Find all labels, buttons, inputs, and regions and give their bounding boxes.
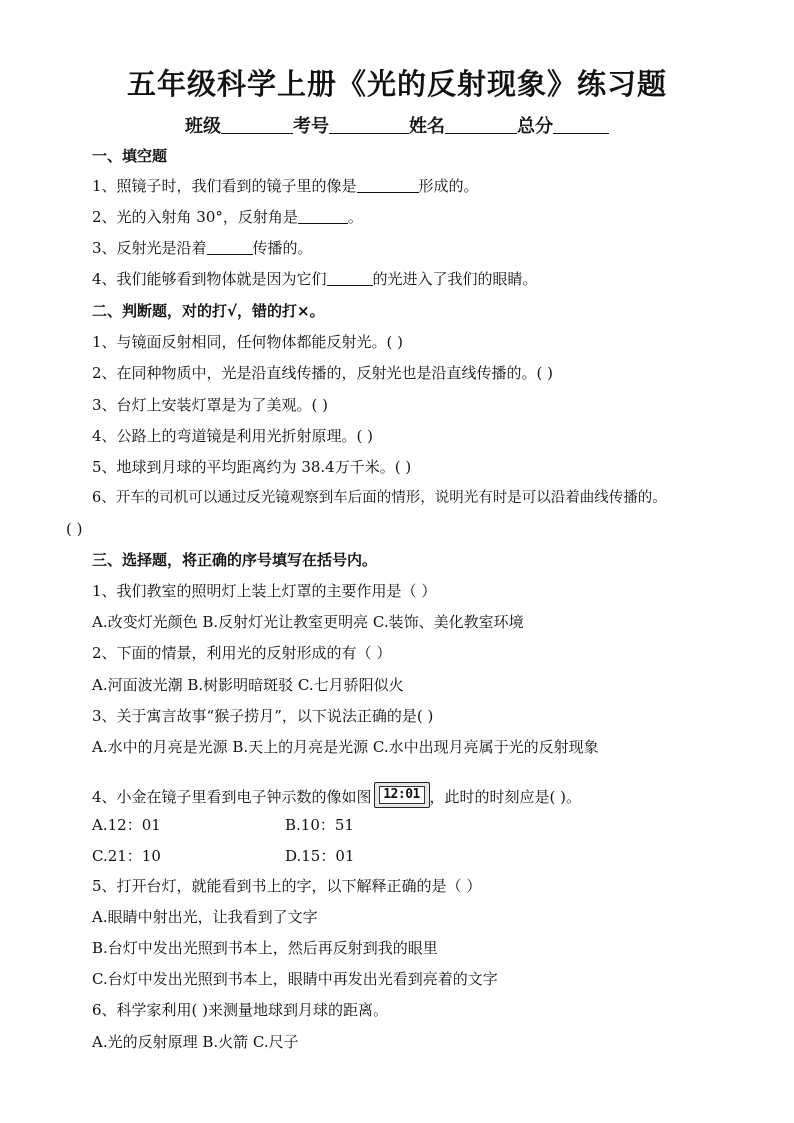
choice-q4-text: 4、小金在镜子里看到电子钟示数的像如图 (92, 788, 372, 806)
fill-q1-text: 1、照镜子时，我们看到的镜子里的像是 (92, 177, 357, 195)
judge-question-6-bracket: ( ) (66, 520, 83, 538)
fill-question-4 (92, 269, 538, 289)
choice-q5-option-c: C.台灯中发出光照到书本上，眼睛中再发出光看到亮着的文字 (92, 970, 498, 988)
fill-q3-tail: 传播的。 (252, 239, 313, 257)
choice-question-4 (92, 782, 581, 808)
choice-question-1: 1、我们教室的照明灯上装上灯罩的主要作用是（ ） (92, 582, 437, 600)
choice-q5-option-a: A.眼睛中射出光，让我看到了文字 (92, 908, 318, 926)
judge-question-6: 6、开车的司机可以通过反光镜观察到车后面的情形，说明光有时是可以沿着曲线传播的。 (92, 490, 667, 506)
name-blank[interactable] (445, 115, 517, 134)
choice-q5-option-b: B.台灯中发出光照到书本上，然后再反射到我的眼里 (92, 939, 438, 957)
class-blank[interactable] (221, 115, 293, 134)
choice-question-6: 6、科学家利用( )来测量地球到月球的距离。 (92, 1001, 389, 1019)
fill-question-2 (92, 207, 363, 227)
section2-heading: 二、判断题，对的打√，错的打×。 (92, 302, 325, 320)
choice-question-3: 3、关于寓言故事“猴子捞月”，以下说法正确的是( ) (92, 707, 434, 725)
class-label: 班级 (185, 116, 221, 137)
fill-q3-text: 3、反射光是沿着 (92, 239, 207, 257)
fill-question-1 (92, 176, 479, 196)
fill-q1-blank[interactable] (357, 177, 419, 193)
judge-question-3: 3、台灯上安装灯罩是为了美观。( ) (92, 396, 329, 414)
choice-q4-option-d: D.15：01 (285, 847, 355, 865)
exam-no-label: 考号 (293, 116, 329, 137)
judge-question-5: 5、地球到月球的平均距离约为 38.4万千米。( ) (92, 458, 412, 476)
page-title: 五年级科学上册《光的反射现象》练习题 (126, 67, 667, 101)
choice-q4-option-c: C.21：10 (92, 847, 161, 865)
judge-question-4: 4、公路上的弯道镜是利用光折射原理。( ) (92, 427, 374, 445)
choice-q6-options: A.光的反射原理 B.火箭 C.尺子 (92, 1033, 299, 1051)
fill-q4-tail: 的光进入了我们的眼睛。 (372, 270, 538, 288)
choice-q1-options: A.改变灯光颜色 B.反射灯光让教室更明亮 C.装饰、美化教室环境 (92, 613, 524, 631)
section1-heading: 一、填空题 (92, 147, 168, 165)
judge-question-2: 2、在同种物质中，光是沿直线传播的，反射光也是沿直线传播的。( ) (92, 364, 554, 382)
digital-clock-reading: 12:01 (379, 786, 425, 804)
choice-q4-tail: ，此时的时刻应是( )。 (429, 788, 582, 806)
fill-question-3 (92, 238, 313, 258)
choice-q2-options: A.河面波光潮 B.树影明暗斑驳 C.七月骄阳似火 (92, 676, 404, 694)
student-info-line (0, 112, 794, 138)
judge-question-1: 1、与镜面反射相同，任何物体都能反射光。( ) (92, 333, 404, 351)
choice-q3-options: A.水中的月亮是光源 B.天上的月亮是光源 C.水中出现月亮属于光的反射现象 (92, 738, 599, 756)
choice-q4-option-b: B.10：51 (285, 816, 354, 834)
fill-q2-text: 2、光的入射角 30°，反射角是 (92, 208, 298, 226)
section3-heading: 三、选择题，将正确的序号填写在括号内。 (92, 551, 378, 569)
exam-no-blank[interactable] (329, 115, 409, 134)
fill-q3-blank[interactable] (207, 239, 253, 255)
fill-q4-blank[interactable] (327, 270, 373, 286)
fill-q2-blank[interactable] (298, 208, 348, 224)
choice-q4-option-a: A.12：01 (92, 816, 161, 834)
fill-q2-tail: 。 (347, 208, 363, 226)
fill-q1-tail: 形成的。 (418, 177, 479, 195)
name-label: 姓名 (409, 116, 445, 137)
digital-clock-image (374, 782, 430, 808)
choice-question-5: 5、打开台灯，就能看到书上的字，以下解释正确的是（ ） (92, 877, 482, 895)
score-label: 总分 (517, 116, 553, 137)
choice-question-2: 2、下面的情景，利用光的反射形成的有（ ） (92, 644, 392, 662)
fill-q4-text: 4、我们能够看到物体就是因为它们 (92, 270, 327, 288)
score-blank[interactable] (553, 115, 609, 134)
